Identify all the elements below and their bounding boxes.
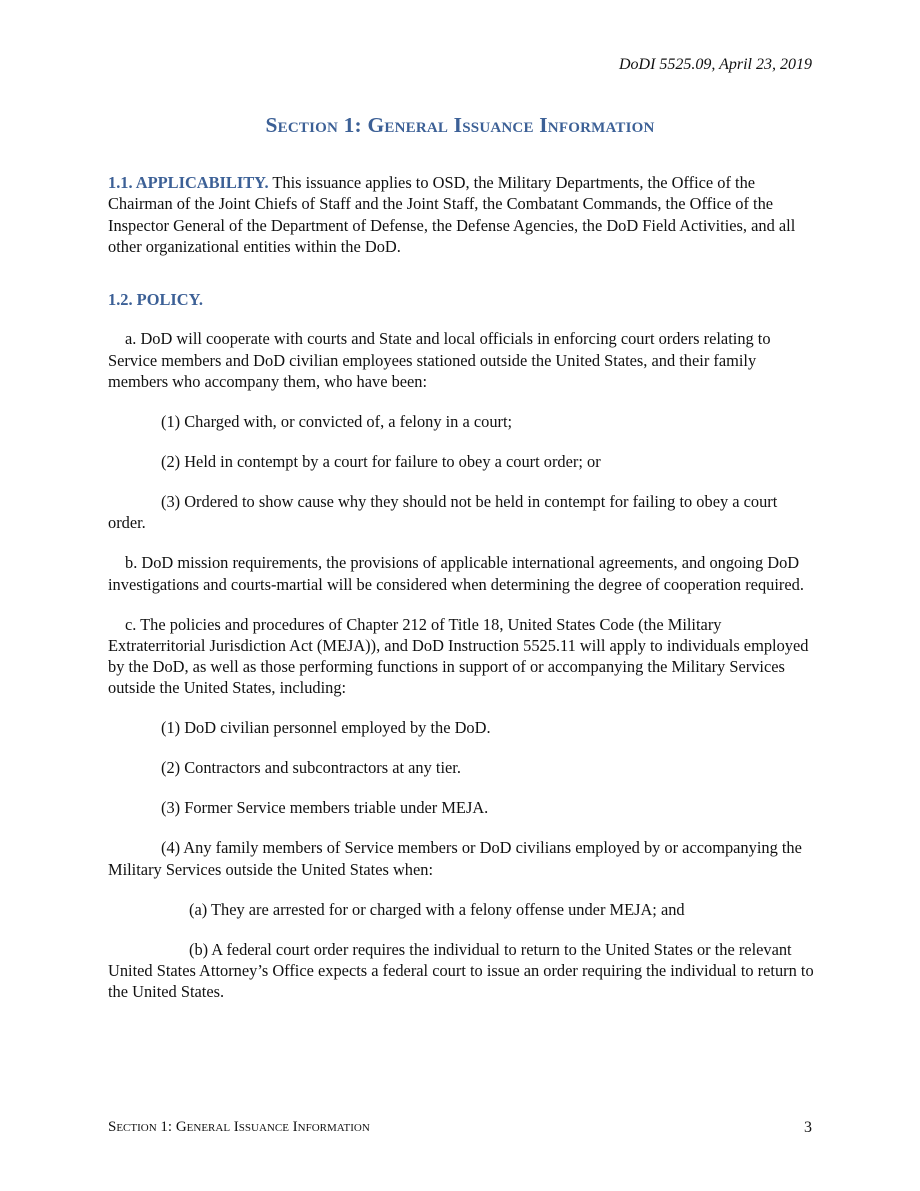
policy-c-item-4: (4) Any family members of Service members or DoD civilians employed by or accompanying the Military Services outside the United States when: [108,838,802,879]
policy-paragraph-a: a. DoD will cooperate with courts and State and local officials in enforcing court orders relating to Service members and DoD civilian employees stationed outside the United States, and their family members who accompany them, who have been: [108,329,771,392]
policy-c-item-2: (2) Contractors and subcontractors at any tier. [161,758,461,778]
footer-section-label: Section 1: General Issuance Information [108,1119,370,1135]
policy-paragraph-b: b. DoD mission requirements, the provisions of applicable international agreements, and ongoing DoD investigations and courts-martial will be considered when determining the degree of cooperation required. [108,553,804,594]
policy-a-item-2: (2) Held in contempt by a court for failure to obey a court order; or [161,452,601,472]
policy-heading-paragraph [108,289,814,310]
applicability-paragraph [108,172,814,257]
policy-c4-item-b: (b) A federal court order requires the individual to return to the United States or the relevant United States Attorney’s Office expects a federal court to issue an order requiring the individual to return to the United States. [108,939,814,1002]
policy-c-item-3: (3) Former Service members triable under MEJA. [161,798,489,818]
policy-paragraph-c: c. The policies and procedures of Chapter 212 of Title 18, United States Code (the Military Extraterritorial Jurisdiction Act (MEJA)), and DoD Instruction 5525.11 will apply to individuals employed by the DoD, as well as those performing functions in support of or accompanying the Military Services outside the United States, including: [108,614,809,698]
policy-a-item-3: (3) Ordered to show cause why they should not be held in contempt for failing to obey a court order. [108,492,778,533]
section-title: Section 1: General Issuance Information [265,113,655,137]
policy-a-item-1: (1) Charged with, or convicted of, a felony in a court; [161,412,513,432]
policy-heading: 1.2. POLICY. [108,290,204,310]
page-footer [108,1119,812,1137]
document-reference-header: DoDI 5525.09, April 23, 2019 [618,56,812,73]
applicability-text: This issuance applies to OSD, the Military Departments, the Office of the Chairman of the Joint Chiefs of Staff and the Joint Staff, the Combatant Commands, the Office of the Inspector General of the Department of Defense, the Defense Agencies, the DoD Field Activities, and all other organizational entities within the DoD. [108,173,796,256]
applicability-heading: 1.1. APPLICABILITY. [108,173,269,192]
document-body [108,172,814,1021]
page-number: 3 [804,1119,812,1136]
policy-c-item-1: (1) DoD civilian personnel employed by the DoD. [161,718,491,738]
policy-c4-item-a: (a) They are arrested for or charged with a felony offense under MEJA; and [189,899,685,919]
